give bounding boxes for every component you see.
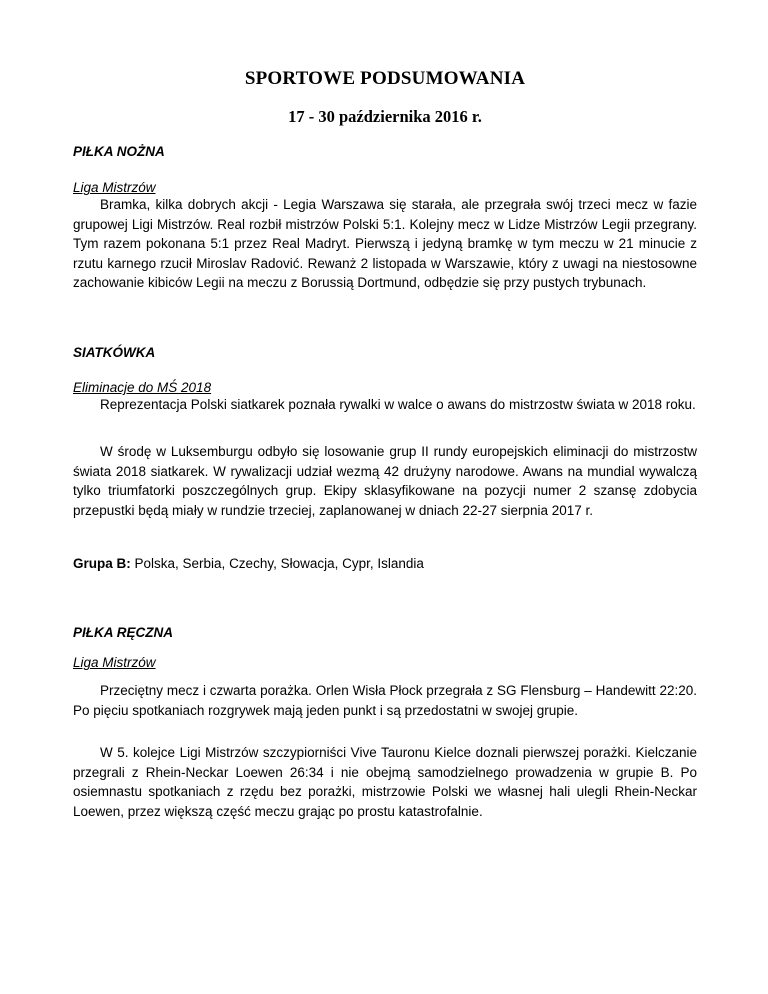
document-title: SPORTOWE PODSUMOWANIA: [244, 68, 526, 89]
section-heading-football: PIŁKA NOŻNA: [73, 144, 165, 159]
group-b-line: [73, 554, 697, 574]
subheading-wc-qualifiers: Eliminacje do MŚ 2018: [73, 380, 212, 395]
paragraph-volleyball-1: Reprezentacja Polski siatkarek poznała rywalki w walce o awans do mistrzostw świata w 2018 roku.: [100, 397, 696, 412]
subheading-champions-league-football: Liga Mistrzów: [73, 180, 156, 195]
subheading-champions-league-handball: Liga Mistrzów: [73, 655, 156, 670]
document-date: 17 - 30 października 2016 r.: [288, 107, 482, 126]
paragraph-handball-1: Przeciętny mecz i czwarta porażka. Orlen Wisła Płock przegrała z SG Flensburg – Handewitt 22:20. Po pięciu spotkaniach rozgrywek mają jeden punkt i są przedostatni w swojej grupie.: [73, 683, 697, 718]
paragraph-volleyball-2: W środę w Luksemburgu odbyło się losowanie grup II rundy europejskich eliminacji do mistrzostw świata 2018 siatkarek. W rywalizacji udział wezmą 42 drużyny narodowe. Awans na mundial wywalczą tylko triumfatorki poszczególnych grup. Ekipy sklasyfikowane na pozycji numer 2 szansę zdobycia przepustki będą miały w rundzie trzeciej, zaplanowanej w dniach 22-27 sierpnia 2017 r.: [73, 444, 697, 518]
section-heading-volleyball: SIATKÓWKA: [73, 345, 156, 360]
paragraph-football: Bramka, kilka dobrych akcji - Legia Warszawa się starała, ale przegrała swój trzeci mecz w fazie grupowej Ligi Mistrzów. Real rozbił mistrzów Polski 5:1. Kolejny mecz w Lidze Mistrzów Legii przegrany. Tym razem pokonana 5:1 przez Real Madryt. Pierwszą i jedyną bramkę w tym meczu w 21 minucie z rzutu karnego rzucił Miroslav Radović. Rewanż 2 listopada w Warszawie, który z uwagi na niestosowne zachowanie kibiców Legii na meczu z Borussią Dortmund, odbędzie się przy pustych trybunach.: [73, 197, 697, 290]
group-b-teams: Polska, Serbia, Czechy, Słowacja, Cypr, Islandia: [130, 556, 424, 571]
section-heading-handball: PIŁKA RĘCZNA: [73, 625, 173, 640]
paragraph-handball-2: W 5. kolejce Ligi Mistrzów szczypiorniści Vive Tauronu Kielce doznali pierwszej porażki. Kielczanie przegrali z Rhein-Neckar Loewen 26:34 i nie obejmą samodzielnego prowadzenia w grupie B. Po osiemnastu spotkaniach z rzędu bez porażki, mistrzowie Polski we własnej hali ulegli Rhein-Neckar Loewen, przez większą część meczu grając po prostu katastrofalnie.: [73, 745, 697, 819]
group-b-label: Grupa B:: [73, 556, 131, 571]
